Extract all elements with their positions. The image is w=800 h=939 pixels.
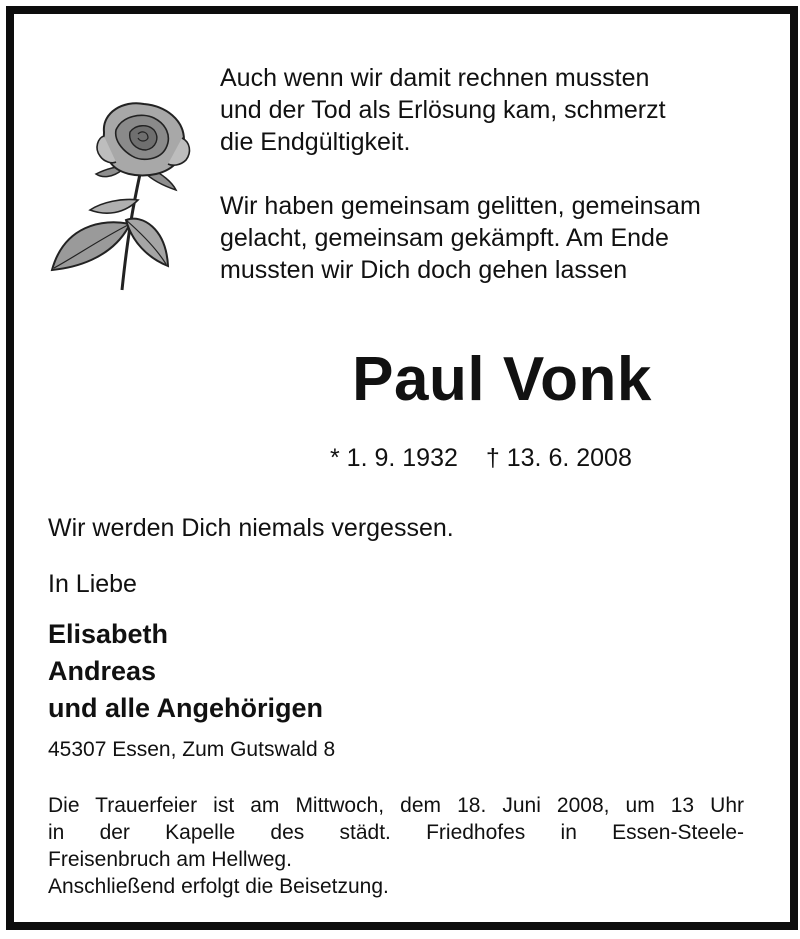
mourners-list [48, 616, 748, 727]
obituary-frame [6, 6, 798, 930]
ceremony-details [48, 792, 744, 900]
poem-line: die Endgültigkeit. [220, 128, 411, 156]
ceremony-line: Freisenbruch am Hellweg. [48, 848, 292, 871]
obituary-content [14, 14, 790, 922]
death-date: † 13. 6. 2008 [485, 444, 632, 472]
rose-illustration [42, 92, 212, 292]
mourner-name: Andreas [48, 656, 157, 686]
farewell-message: Wir werden Dich niemals vergessen. [48, 514, 454, 542]
ceremony-line: in der Kapelle des städt. Friedhofes in Essen-Steele- [48, 821, 744, 844]
poem-stanza-2 [220, 190, 760, 286]
life-dates [330, 444, 632, 473]
poem-line: mussten wir Dich doch gehen lassen [220, 256, 628, 284]
mourner-name: und alle Angehörigen [48, 693, 324, 723]
poem-line: Auch wenn wir damit rechnen mussten [220, 64, 650, 92]
ceremony-line: Anschließend erfolgt die Beisetzung. [48, 875, 389, 898]
poem-stanza-1 [220, 62, 760, 158]
ceremony-line: Die Trauerfeier ist am Mittwoch, dem 18. Juni 2008, um 13 Uhr [48, 794, 744, 817]
closing-phrase: In Liebe [48, 570, 137, 598]
deceased-name: Paul Vonk [352, 345, 652, 414]
poem-line: Wir haben gemeinsam gelitten, gemeinsam [220, 192, 701, 220]
poem-line: gelacht, gemeinsam gekämpft. Am Ende [220, 224, 669, 252]
rose-leaf-small [90, 199, 138, 213]
poem-line: und der Tod als Erlösung kam, schmerzt [220, 96, 666, 124]
mourner-address: 45307 Essen, Zum Gutswald 8 [48, 738, 336, 761]
birth-date: * 1. 9. 1932 [330, 444, 458, 472]
mourner-name: Elisabeth [48, 619, 169, 649]
